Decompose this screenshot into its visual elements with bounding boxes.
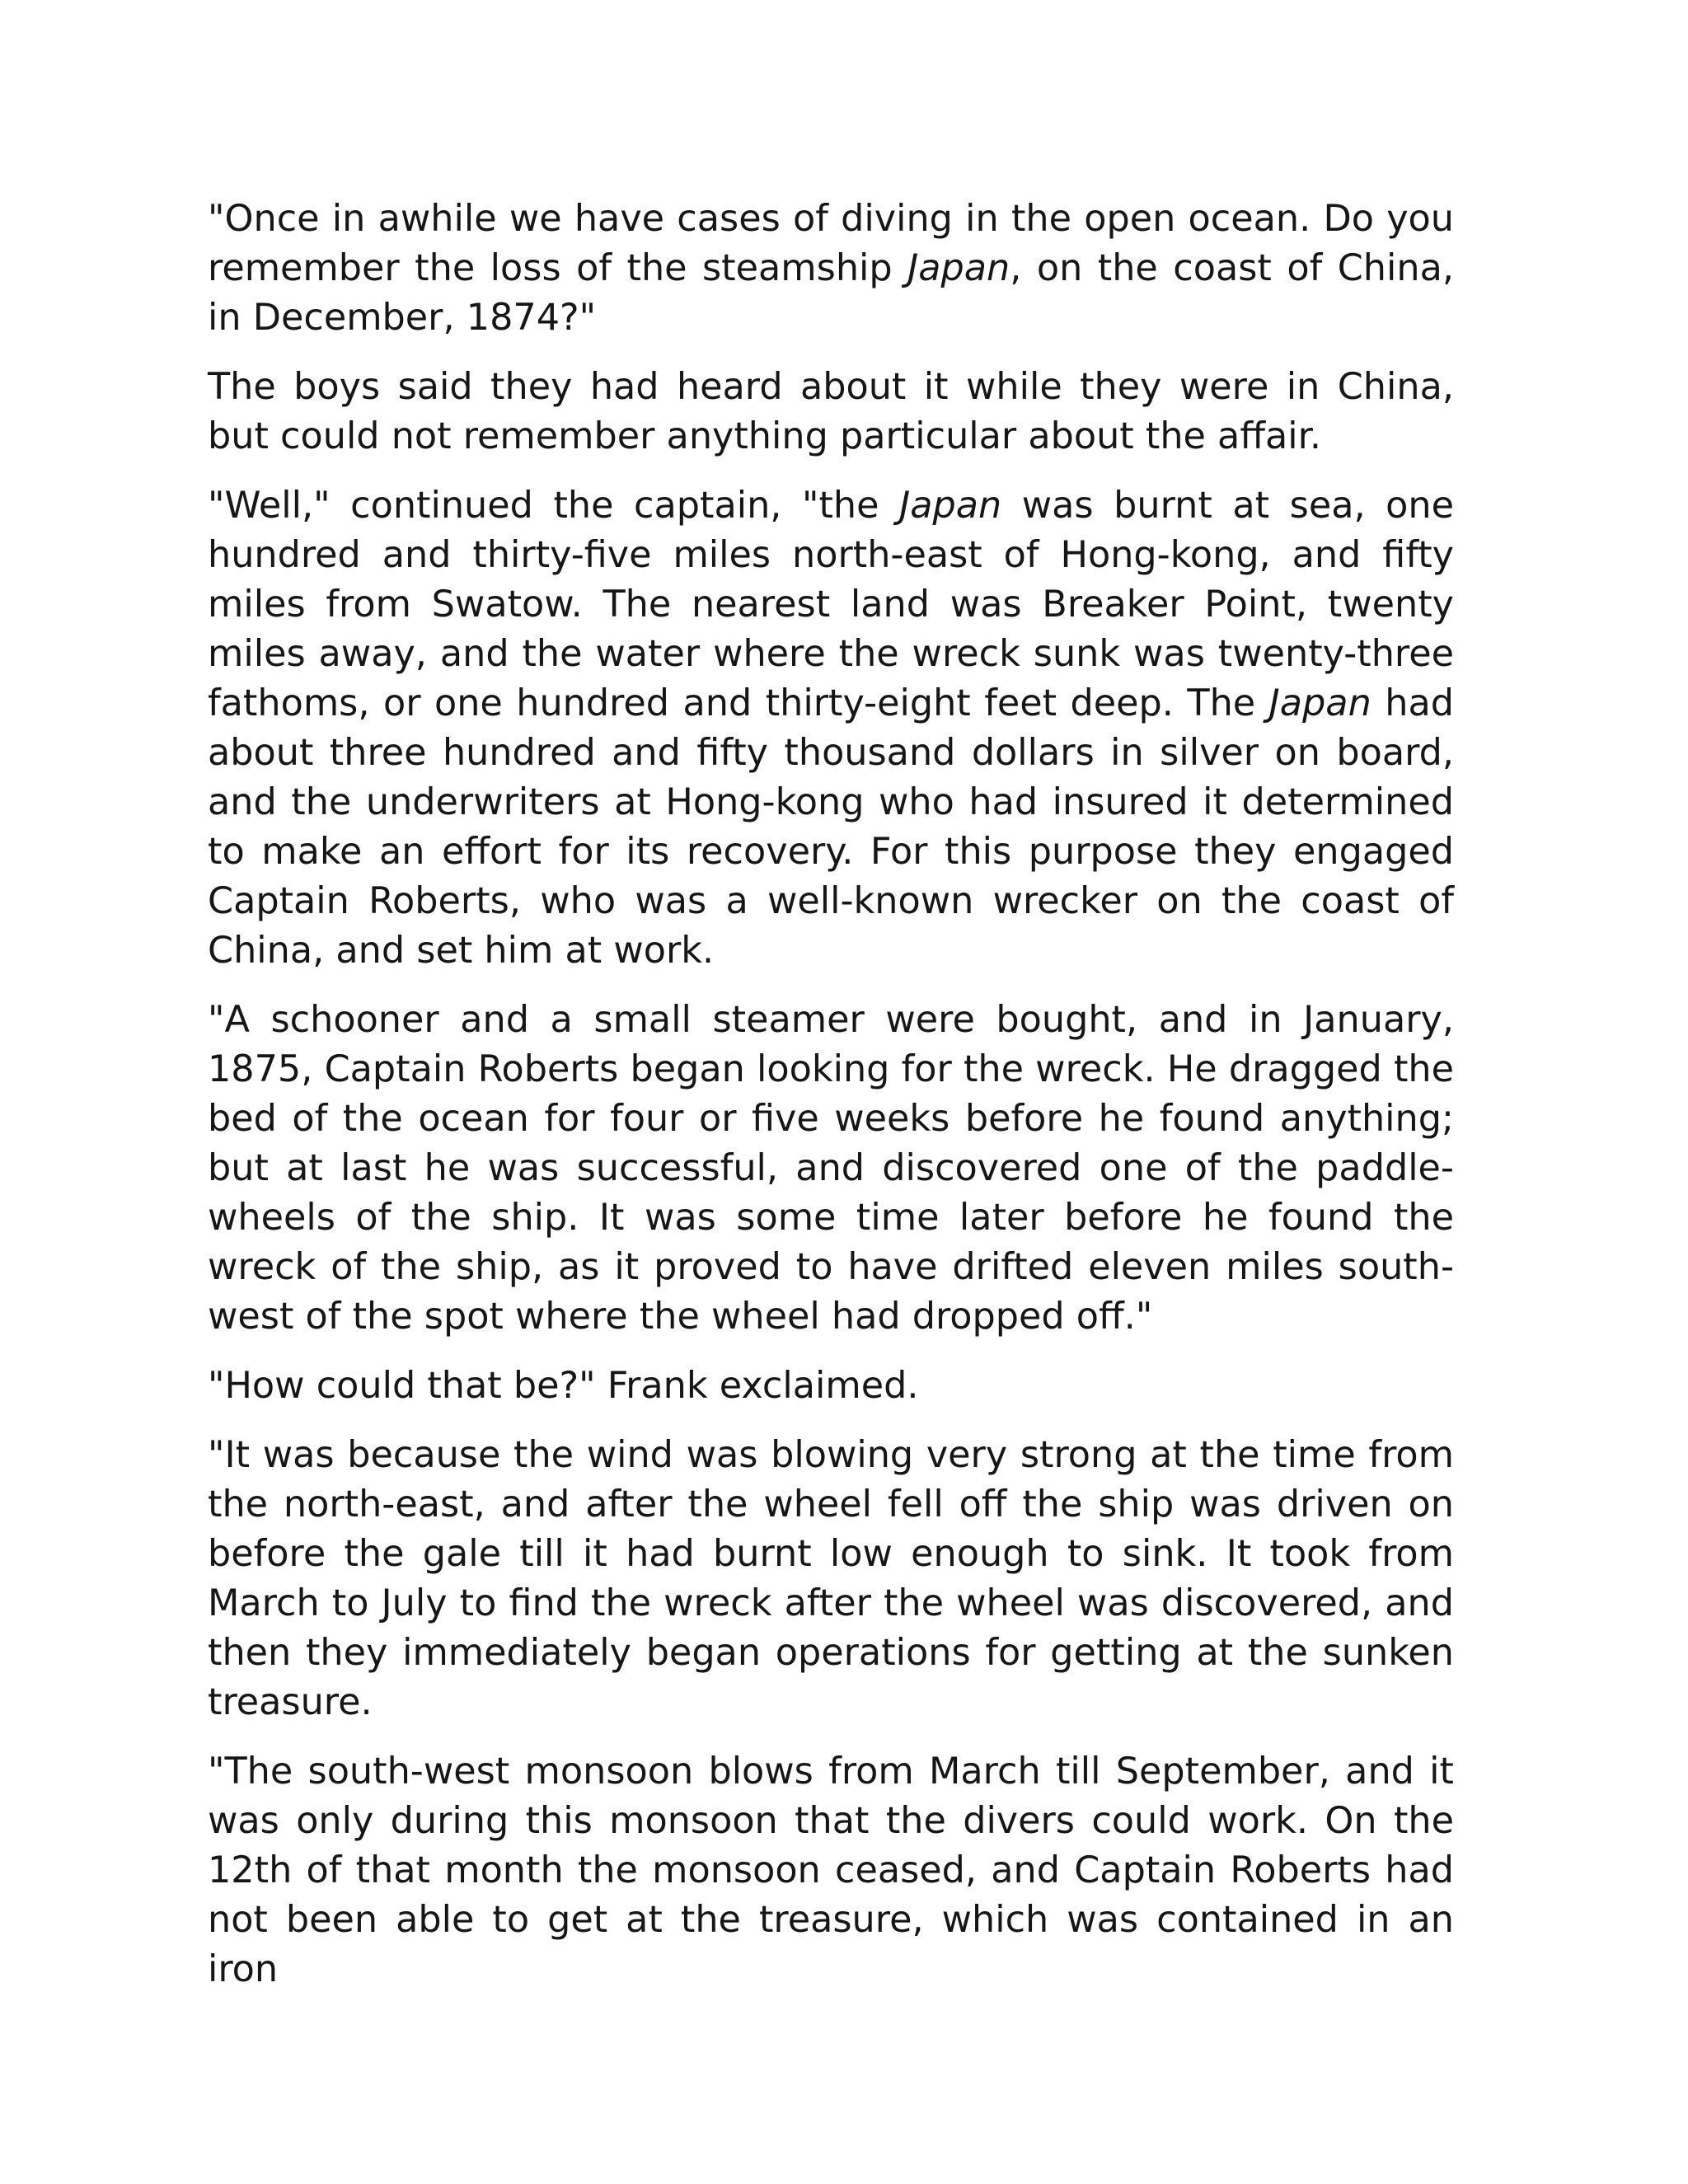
text-segment: "The south-west monsoon blows from March till September, and it was only during this monsoon that the divers could work. On the 12th of that month the monsoon ceased, and Captain Roberts had not been able to get at the treasure, which was contained in an iron [208, 1750, 1454, 1990]
paragraph-1 [208, 194, 1454, 343]
paragraph-7 [208, 1747, 1454, 1994]
ship-name: Japan [1268, 682, 1372, 724]
text-segment: had about three hundred and fifty thousand dollars in silver on board, and the underwriters at Hong-kong who had insured it determined to make an effort for its recovery. For this purpose they engaged Captain Roberts, who was a well-known wrecker on the coast of China, and set him at work. [208, 682, 1454, 972]
ship-name: Japan [899, 485, 1002, 527]
paragraph-3 [208, 481, 1454, 976]
document-page [208, 194, 1454, 2014]
paragraph-4 [208, 996, 1454, 1342]
text-segment: "A schooner and a small steamer were bought, and in January, 1875, Captain Roberts began looking for the wreck. He dragged the bed of the ocean for four or five weeks before he found anything; but at last he was successful, and discovered one of the paddle-wheels of the ship. It was some time later before he found the wreck of the ship, as it proved to have drifted eleven miles south-west of the spot where the wheel had dropped off." [208, 999, 1454, 1338]
text-segment: "How could that be?" Frank exclaimed. [208, 1365, 919, 1407]
text-segment: "Once in awhile we have cases of diving in the open ocean. Do you remember the loss of the steamship [208, 198, 1454, 289]
text-segment: , on the coast of China, in December, 1874?" [208, 247, 1454, 339]
text-segment: The boys said they had heard about it while they were in China, but could not remember anything particular about the affair. [208, 366, 1454, 457]
ship-name: Japan [907, 247, 1010, 289]
paragraph-6 [208, 1431, 1454, 1727]
text-segment: was burnt at sea, one hundred and thirty-five miles north-east of Hong-kong, and fifty miles from Swatow. The nearest land was Breaker Point, twenty miles away, and the water where the wreck sunk was twenty-three fathoms, or one hundred and thirty-eight feet deep. The [208, 485, 1454, 724]
text-segment: "Well," continued the captain, "the [208, 485, 900, 527]
paragraph-2 [208, 363, 1454, 462]
text-segment: "It was because the wind was blowing very strong at the time from the north-east, and after the wheel fell off the ship was driven on before the gale till it had burnt low enough to sink. It took from March to July to find the wreck after the wheel was discovered, and then they immediately began operations for getting at the sunken treasure. [208, 1434, 1454, 1723]
paragraph-5 [208, 1361, 1454, 1411]
